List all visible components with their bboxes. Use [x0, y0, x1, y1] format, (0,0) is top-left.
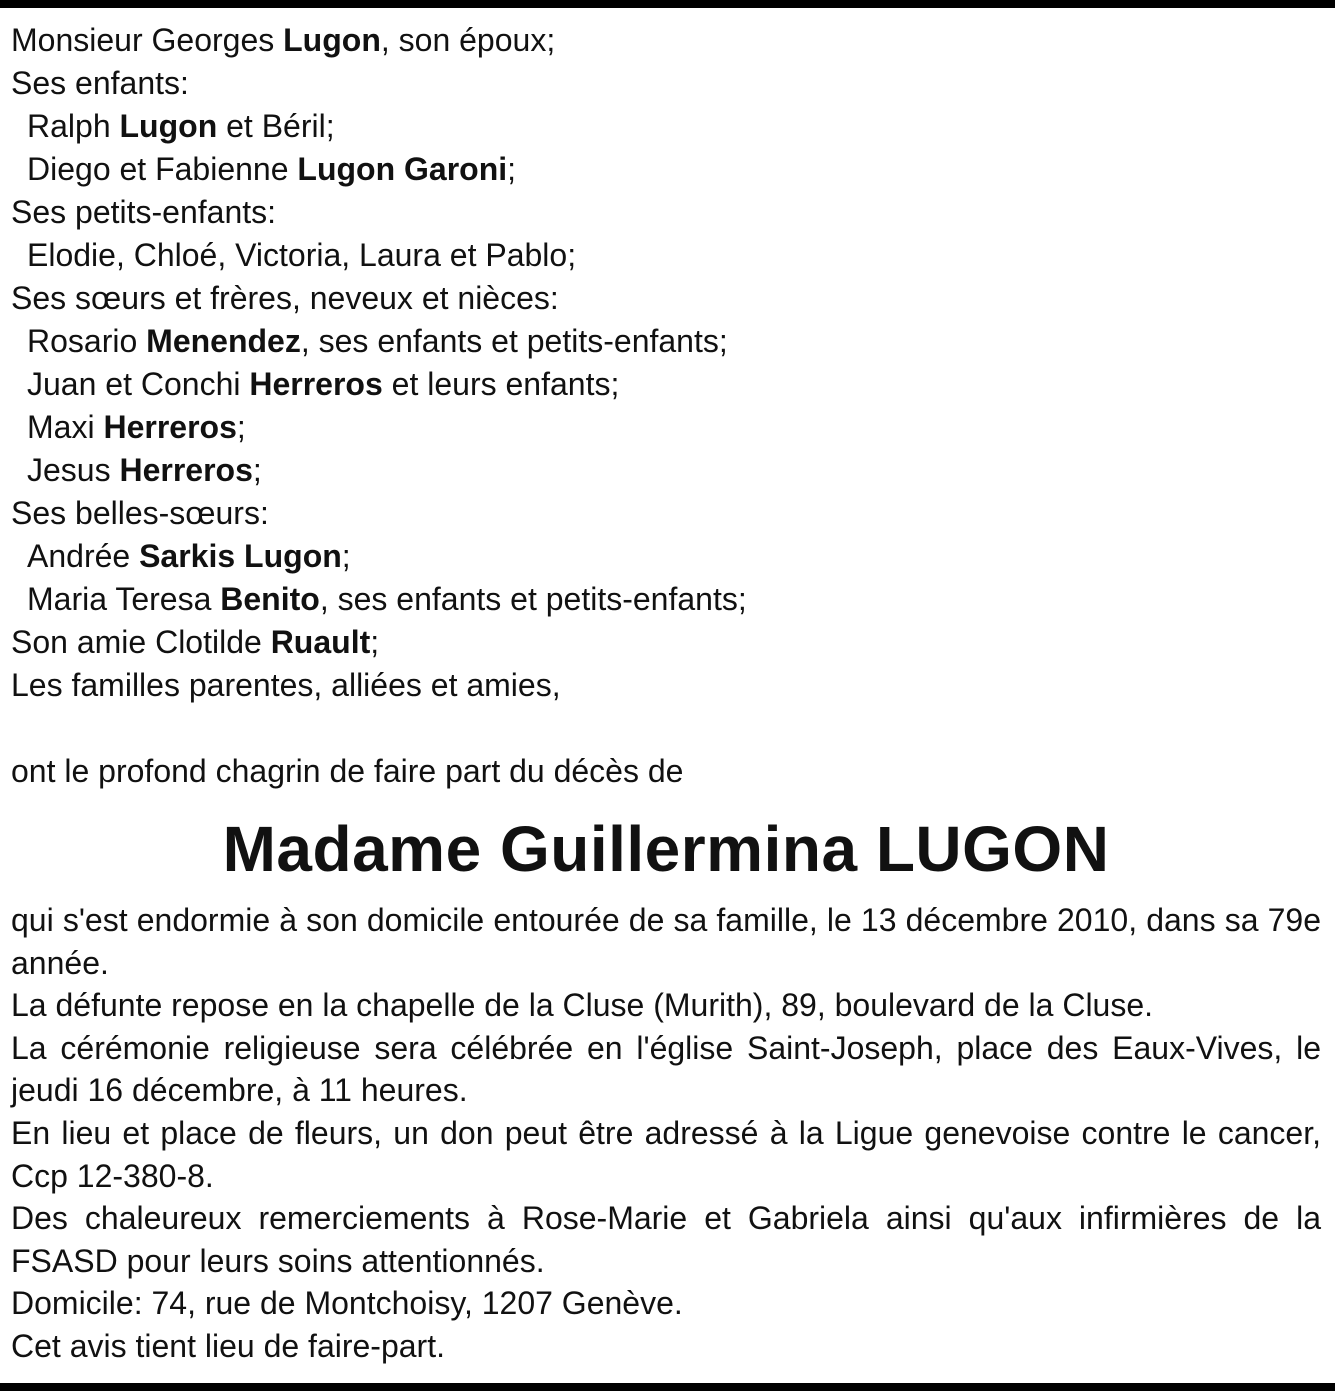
family-line — [11, 148, 1321, 191]
family-text: ; — [236, 409, 246, 445]
family-text: Ses belles-sœurs: — [11, 495, 269, 531]
family-line — [11, 19, 1321, 62]
family-text: Ralph — [27, 108, 120, 144]
family-text: Ses sœurs et frères, neveux et nièces: — [11, 280, 559, 316]
family-surname: Ruault — [270, 624, 371, 660]
family-text: Elodie, Chloé, Victoria, Laura et Pablo; — [27, 237, 577, 273]
family-text: Jesus — [27, 452, 120, 488]
family-line — [11, 62, 1321, 105]
family-line — [11, 578, 1321, 621]
family-text: , ses enfants et petits-enfants; — [300, 323, 728, 359]
family-surname: Lugon — [283, 22, 381, 58]
family-text: Son amie Clotilde — [11, 624, 271, 660]
family-line — [11, 363, 1321, 406]
notice-paragraph: La défunte repose en la chapelle de la Cluse (Murith), 89, boulevard de la Cluse. — [11, 987, 1154, 1024]
family-text: Monsieur Georges — [11, 22, 284, 58]
family-text: Diego et Fabienne — [27, 151, 298, 187]
family-text: Andrée — [27, 538, 140, 574]
spacer — [11, 707, 1321, 750]
family-line — [11, 406, 1321, 449]
family-line — [11, 105, 1321, 148]
family-surname: Benito — [220, 581, 320, 617]
family-text: Ses petits-enfants: — [11, 194, 277, 230]
notice-paragraph: La cérémonie religieuse sera célébrée en l'église Saint-Joseph, place des Eaux-Vives, le jeudi 16 décembre, à 11 heures. — [11, 1029, 1321, 1109]
deceased-name: Madame Guillermina LUGON — [222, 813, 1110, 885]
family-text: et Béril; — [217, 108, 335, 144]
family-text: Ses enfants: — [11, 65, 189, 101]
family-line — [11, 621, 1321, 664]
family-line — [11, 191, 1321, 234]
family-text: ; — [370, 624, 380, 660]
notice-paragraph: Domicile: 74, rue de Montchoisy, 1207 Genève. — [11, 1285, 683, 1322]
notice-paragraph: Cet avis tient lieu de faire-part. — [11, 1327, 445, 1364]
family-list — [11, 19, 1321, 707]
obituary-notice — [11, 19, 1321, 1368]
family-line — [11, 535, 1321, 578]
family-surname: Herreros — [103, 409, 237, 445]
family-line — [11, 320, 1321, 363]
family-surname: Sarkis Lugon — [139, 538, 342, 574]
family-surname: Lugon Garoni — [297, 151, 508, 187]
family-surname: Herreros — [249, 366, 383, 402]
family-text: , son époux; — [380, 22, 556, 58]
top-rule — [0, 0, 1335, 8]
family-text: Juan et Conchi — [27, 366, 250, 402]
notice-details — [11, 899, 1321, 1368]
announcement-intro: ont le profond chagrin de faire part du décès de — [11, 753, 684, 789]
family-surname: Herreros — [119, 452, 253, 488]
family-text: Maria Teresa — [27, 581, 221, 617]
family-line — [11, 664, 1321, 707]
family-surname: Menendez — [146, 323, 301, 359]
family-text: Maxi — [27, 409, 104, 445]
notice-paragraph: Des chaleureux remerciements à Rose-Marie et Gabriela ainsi qu'aux infirmières de la FSASD pour leurs soins attentionnés. — [11, 1200, 1321, 1279]
family-text: Rosario — [27, 323, 147, 359]
notice-paragraph: En lieu et place de fleurs, un don peut être adressé à la Ligue genevoise contre le cancer, Ccp 12-380-8. — [11, 1114, 1321, 1194]
family-text: Les familles parentes, alliées et amies, — [11, 667, 561, 703]
family-text: et leurs enfants; — [382, 366, 620, 402]
family-text: ; — [252, 452, 262, 488]
family-text: , ses enfants et petits-enfants; — [319, 581, 747, 617]
family-line — [11, 234, 1321, 277]
bottom-rule — [0, 1383, 1335, 1391]
family-text: ; — [507, 151, 517, 187]
notice-paragraph: qui s'est endormie à son domicile entourée de sa famille, le 13 décembre 2010, dans sa 79e année. — [11, 902, 1321, 981]
family-line — [11, 449, 1321, 492]
family-line — [11, 277, 1321, 320]
family-surname: Lugon — [119, 108, 218, 144]
family-text: ; — [341, 538, 351, 574]
family-line — [11, 492, 1321, 535]
